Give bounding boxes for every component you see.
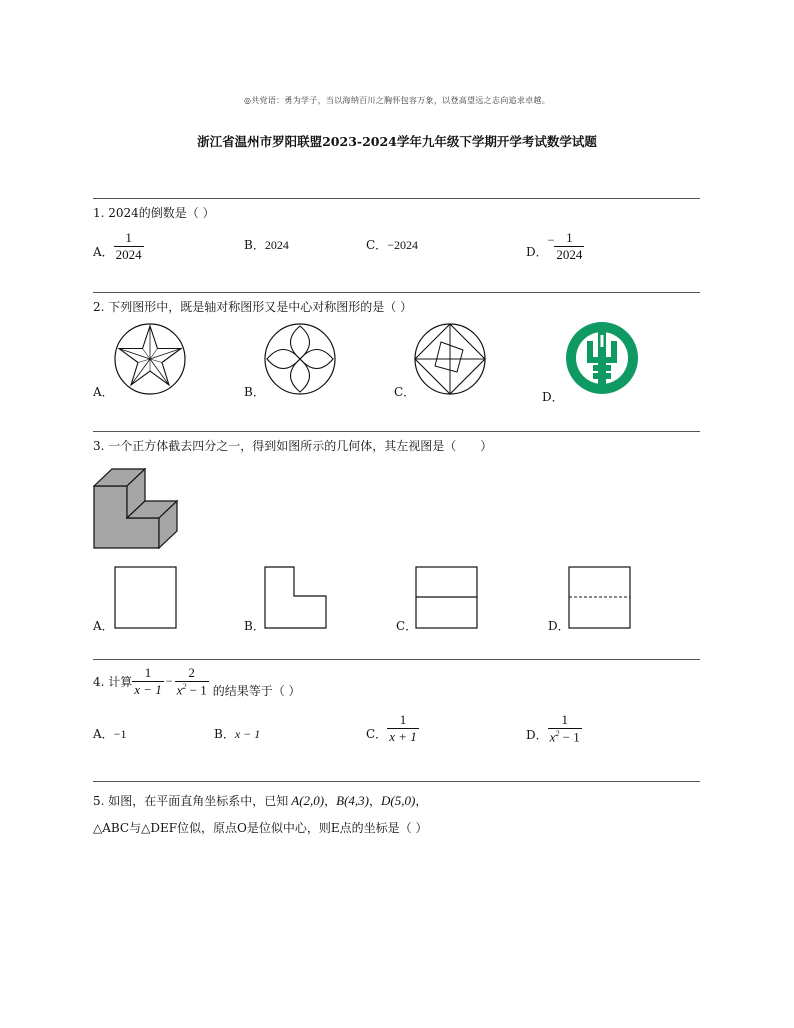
fraction xyxy=(387,712,419,744)
fraction xyxy=(548,712,582,745)
option-label: C． xyxy=(366,727,388,742)
exponent: 2 xyxy=(182,681,187,691)
fraction xyxy=(175,665,209,698)
option-value: −1 xyxy=(113,727,127,741)
denominator: x − 1 xyxy=(134,682,162,697)
separator: ， xyxy=(369,794,382,808)
base: x xyxy=(176,682,183,698)
fraction xyxy=(554,230,584,262)
divider xyxy=(93,431,700,432)
q4-option-a[interactable] xyxy=(93,725,126,742)
numerator: 1 xyxy=(399,712,407,727)
q1-option-b[interactable] xyxy=(244,236,289,253)
minus-sign: − xyxy=(165,674,173,688)
numerator: 1 xyxy=(125,230,132,245)
exponent: 2 xyxy=(555,728,560,738)
q3-stem: 3. 一个正方体截去四分之一，得到如图所示的几何体，其左视图是（ ） xyxy=(93,439,493,453)
base: x xyxy=(549,728,556,744)
numerator: 1 xyxy=(144,665,152,681)
q2-option-c-label[interactable]: C． xyxy=(394,385,416,399)
denominator xyxy=(548,729,582,745)
numerator: 1 xyxy=(561,712,568,727)
q3-option-d-label[interactable]: D． xyxy=(548,619,570,633)
q4-option-b[interactable] xyxy=(214,725,260,742)
option-label: C． xyxy=(366,238,388,252)
q1-option-a[interactable] xyxy=(93,230,144,262)
separator: ， xyxy=(415,794,428,808)
q2-option-d-label[interactable]: D． xyxy=(542,390,564,404)
option-label: B． xyxy=(214,727,235,741)
stem-prefix: 5. 如图，在平面直角坐标系中，已知 xyxy=(93,794,289,808)
bank-logo-figure xyxy=(563,319,641,397)
motto-line: ◎共党语：勇为学子，当以海纳百川之胸怀包容万象，以登高望远之志向追求卓越。 xyxy=(243,96,551,105)
exam-title: 浙江省温州市罗阳联盟2023-2024学年九年级下学期开学考试数学试题 xyxy=(197,134,597,149)
l-shape-view-figure xyxy=(264,566,328,630)
point-b: B(4,3) xyxy=(336,793,369,808)
option-label: A． xyxy=(93,245,114,260)
numerator: 1 xyxy=(566,230,573,245)
q3-option-a-label[interactable]: A． xyxy=(93,619,114,633)
point-a: A(2,0) xyxy=(291,793,325,808)
denominator: x + 1 xyxy=(389,728,417,744)
q4-stem xyxy=(93,664,301,699)
divider xyxy=(93,781,700,782)
flower-in-circle-figure xyxy=(263,322,337,396)
q3-option-c-label[interactable]: C． xyxy=(396,619,418,633)
option-value: −2024 xyxy=(387,238,418,252)
divider xyxy=(93,659,700,660)
denominator: 2024 xyxy=(556,246,583,262)
q5-stem-line1 xyxy=(93,792,427,809)
stem-prefix: 4. 计算 xyxy=(93,675,133,689)
q1-stem: 1. 2024的倒数是（ ） xyxy=(93,206,215,220)
option-value: x − 1 xyxy=(234,727,261,741)
q2-option-b-label[interactable]: B． xyxy=(244,385,265,399)
option-label: D． xyxy=(526,727,548,742)
separator: ， xyxy=(324,794,337,808)
q3-option-b-label[interactable]: B． xyxy=(244,619,265,633)
rest: − 1 xyxy=(559,728,580,744)
q2-option-a-label[interactable]: A． xyxy=(93,385,114,399)
cut-cube-solid-figure xyxy=(93,468,181,552)
minus-sign: − xyxy=(547,233,555,248)
square-pinwheel-in-circle-figure xyxy=(413,322,487,396)
point-d: D(5,0) xyxy=(381,793,416,808)
denominator: 2024 xyxy=(115,246,142,262)
dashed-square-view-figure xyxy=(568,566,632,630)
option-label: A． xyxy=(93,727,114,741)
divider xyxy=(93,198,700,199)
stem-suffix: 的结果等于（ ） xyxy=(212,684,301,698)
numerator: 2 xyxy=(188,665,195,681)
option-label: D． xyxy=(526,245,548,260)
q5-stem-line2: △ABC与△DEF位似，原点O是位似中心，则E点的坐标是（ ） xyxy=(93,821,428,835)
q4-option-d[interactable] xyxy=(526,712,582,745)
q4-option-c[interactable] xyxy=(366,712,419,744)
rest: − 1 xyxy=(186,682,207,698)
fraction xyxy=(114,230,144,262)
split-square-view-figure xyxy=(415,566,479,630)
square-view-figure xyxy=(114,566,178,630)
q1-option-d[interactable] xyxy=(526,230,584,262)
fraction xyxy=(132,665,164,697)
q2-stem: 2. 下列图形中，既是轴对称图形又是中心对称图形的是（ ） xyxy=(93,300,413,314)
q1-option-c[interactable] xyxy=(366,236,418,253)
star-in-circle-figure xyxy=(113,322,187,396)
denominator xyxy=(175,682,209,698)
option-value: 2024 xyxy=(264,238,289,252)
option-label: B． xyxy=(244,238,265,252)
divider xyxy=(93,292,700,293)
